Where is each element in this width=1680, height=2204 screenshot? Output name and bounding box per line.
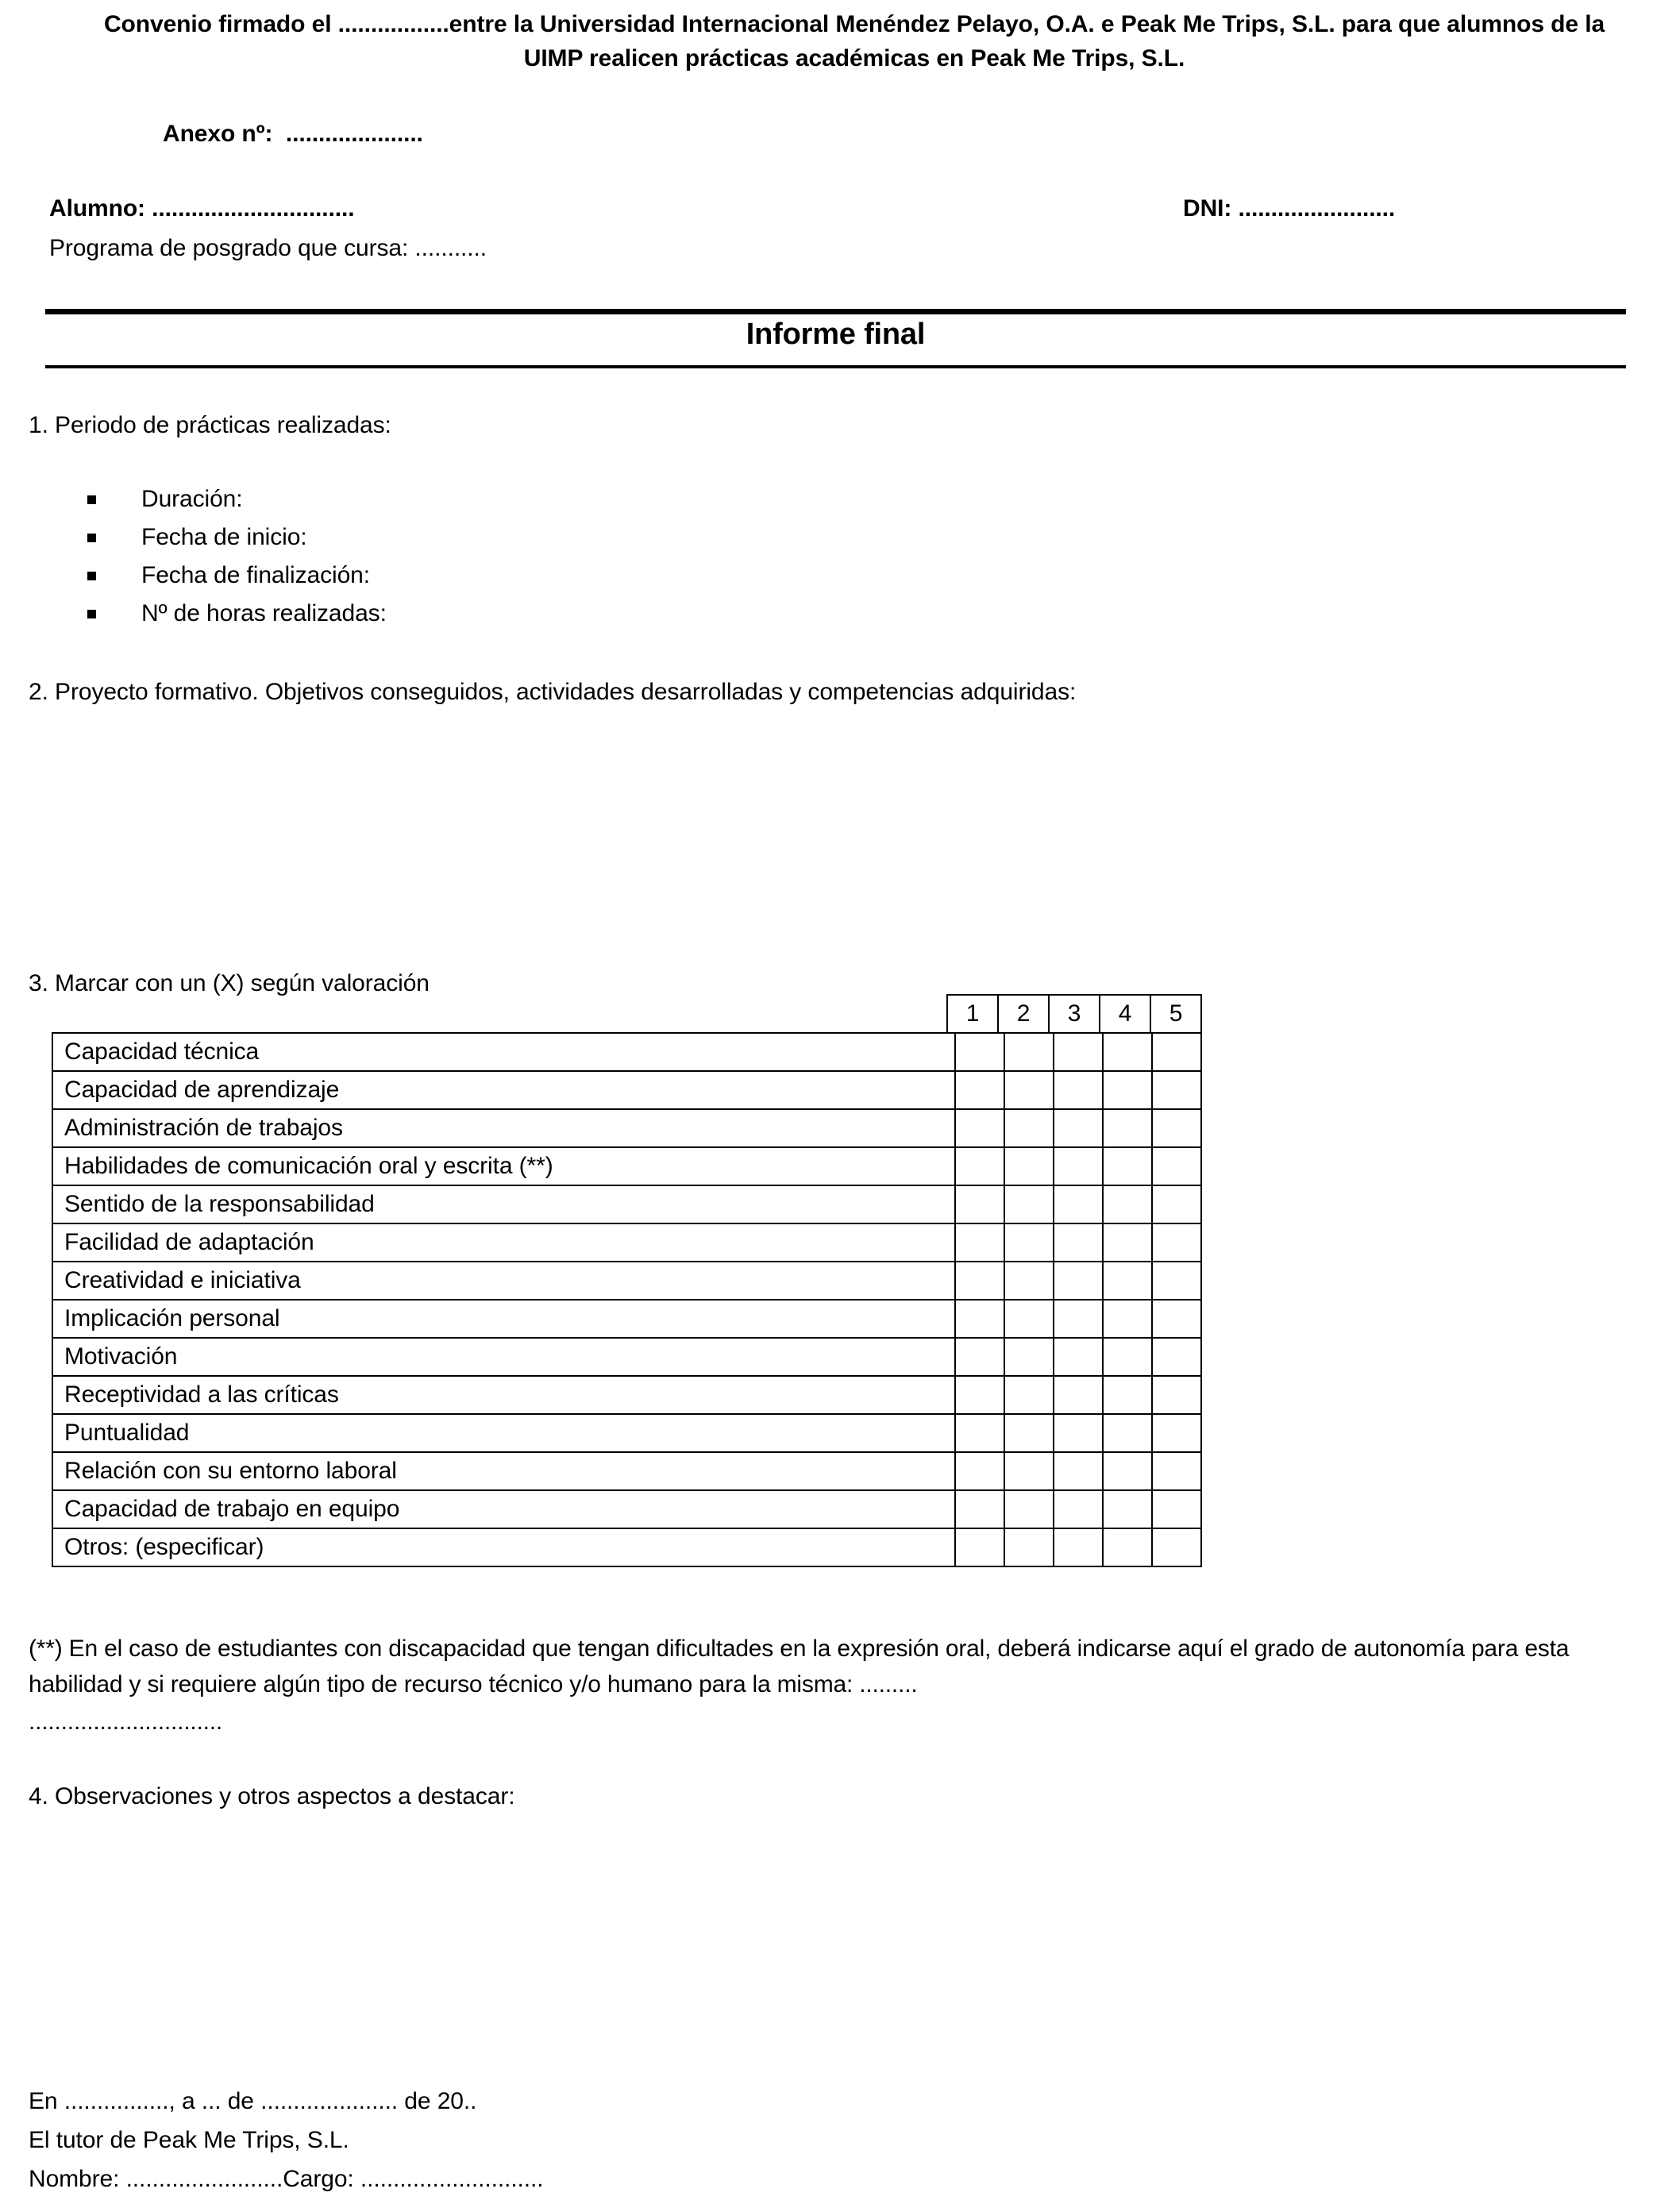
square-bullet-icon [87,534,96,542]
table-row [52,1262,1201,1300]
list-item [87,595,387,633]
criterion-label: Capacidad de trabajo en equipo [52,1490,955,1528]
rating-cell-2[interactable] [1004,1452,1054,1490]
criterion-label: Capacidad de aprendizaje [52,1071,955,1109]
rating-cell-3[interactable] [1054,1376,1103,1414]
criterion-label: Implicación personal [52,1300,955,1338]
banner-bottom-rule [45,365,1626,368]
rating-cell-4[interactable] [1103,1338,1152,1376]
rating-cell-1[interactable] [955,1262,1004,1300]
rating-cell-5[interactable] [1152,1223,1201,1262]
rating-cell-2[interactable] [1004,1033,1054,1071]
place-date-line: En ................, a ... de ..................... de 20.. [29,2088,477,2114]
table-row [52,1109,1201,1147]
criterion-label: Receptividad a las críticas [52,1376,955,1414]
rating-cell-4[interactable] [1103,1109,1152,1147]
rating-cell-5[interactable] [1152,1376,1201,1414]
rating-cell-3[interactable] [1054,1414,1103,1452]
square-bullet-icon [87,610,96,618]
criterion-label: Otros: (especificar) [52,1528,955,1566]
dni-label: DNI: ........................ [1183,195,1396,222]
rating-cell-1[interactable] [955,1185,1004,1223]
square-bullet-icon [87,495,96,504]
annex-number-label: Anexo nº: ..................... [163,121,423,147]
rating-cell-2[interactable] [1004,1109,1054,1147]
rating-cell-4[interactable] [1103,1033,1152,1071]
list-item-label: Nº de horas realizadas: [141,600,387,626]
rating-cell-3[interactable] [1054,1338,1103,1376]
rating-cell-1[interactable] [955,1223,1004,1262]
rating-cell-2[interactable] [1004,1262,1054,1300]
rating-cell-2[interactable] [1004,1147,1054,1185]
rating-cell-2[interactable] [1004,1490,1054,1528]
criterion-label: Sentido de la responsabilidad [52,1185,955,1223]
list-item [87,557,387,595]
table-row [52,1338,1201,1376]
rating-cell-2[interactable] [1004,1223,1054,1262]
rating-cell-5[interactable] [1152,1185,1201,1223]
rating-cell-5[interactable] [1152,1414,1201,1452]
list-item-label: Fecha de inicio: [141,524,307,550]
scale-header-5: 5 [1150,995,1201,1033]
table-row [52,1185,1201,1223]
table-row [947,995,1201,1033]
rating-cell-1[interactable] [955,1414,1004,1452]
criterion-label: Habilidades de comunicación oral y escrita (**) [52,1147,955,1185]
table-row [52,1071,1201,1109]
rating-cell-1[interactable] [955,1300,1004,1338]
rating-cell-2[interactable] [1004,1376,1054,1414]
rating-cell-4[interactable] [1103,1528,1152,1566]
table-row [52,1528,1201,1566]
rating-cell-5[interactable] [1152,1452,1201,1490]
rating-cell-3[interactable] [1054,1300,1103,1338]
rating-cell-1[interactable] [955,1071,1004,1109]
table-row [52,1300,1201,1338]
square-bullet-icon [87,572,96,580]
rating-cell-5[interactable] [1152,1071,1201,1109]
table-row [52,1376,1201,1414]
rating-cell-4[interactable] [1103,1185,1152,1223]
list-item-label: Duración: [141,486,243,512]
rating-cell-4[interactable] [1103,1376,1152,1414]
table-row [52,1414,1201,1452]
criterion-label: Puntualidad [52,1414,955,1452]
name-position-line: Nombre: ........................Cargo: ............................ [29,2166,544,2192]
banner-top-rule [45,309,1626,314]
section-4-heading: 4. Observaciones y otros aspectos a destacar: [29,1783,515,1809]
rating-cell-5[interactable] [1152,1300,1201,1338]
rating-cell-2[interactable] [1004,1528,1054,1566]
rating-cell-5[interactable] [1152,1490,1201,1528]
scale-header-2: 2 [998,995,1049,1033]
criterion-label: Facilidad de adaptación [52,1223,955,1262]
program-label: Programa de posgrado que cursa: ........... [49,235,487,261]
rating-cell-3[interactable] [1054,1490,1103,1528]
rating-cell-3[interactable] [1054,1452,1103,1490]
section-3-heading: 3. Marcar con un (X) según valoración [29,970,430,996]
rating-cell-3[interactable] [1054,1185,1103,1223]
rating-cell-4[interactable] [1103,1414,1152,1452]
rating-cell-1[interactable] [955,1452,1004,1490]
criterion-label: Motivación [52,1338,955,1376]
rating-cell-3[interactable] [1054,1033,1103,1071]
rating-cell-5[interactable] [1152,1528,1201,1566]
rating-cell-4[interactable] [1103,1147,1152,1185]
rating-cell-3[interactable] [1054,1071,1103,1109]
rating-cell-1[interactable] [955,1147,1004,1185]
rating-cell-1[interactable] [955,1490,1004,1528]
rating-cell-2[interactable] [1004,1185,1054,1223]
disability-footnote: (**) En el caso de estudiantes con discapacidad que tengan dificultades en la expresión oral, deberá indicarse aquí el grado de autonomía para esta habilidad y si requiere algún tipo de recurso técnico y/o humano para la misma: ......... [29,1636,1570,1697]
rating-cell-1[interactable] [955,1033,1004,1071]
rating-cell-2[interactable] [1004,1300,1054,1338]
rating-cell-2[interactable] [1004,1338,1054,1376]
rating-cell-5[interactable] [1152,1338,1201,1376]
rating-cell-5[interactable] [1152,1033,1201,1071]
scale-header-1: 1 [947,995,998,1033]
student-name-label: Alumno: ............................... [49,195,355,222]
rating-cell-1[interactable] [955,1528,1004,1566]
rating-cell-3[interactable] [1054,1147,1103,1185]
section-2-heading: 2. Proyecto formativo. Objetivos conseguidos, actividades desarrolladas y competencias adquiridas: [29,679,1077,705]
list-item-label: Fecha de finalización: [141,562,370,588]
table-row [52,1452,1201,1490]
rating-scale-header [946,994,1202,1034]
criterion-label: Creatividad e iniciativa [52,1262,955,1300]
criterion-label: Relación con su entorno laboral [52,1452,955,1490]
rating-cell-3[interactable] [1054,1223,1103,1262]
table-row [52,1490,1201,1528]
table-row [52,1147,1201,1185]
criterion-label: Capacidad técnica [52,1033,955,1071]
table-row [52,1033,1201,1071]
rating-cell-5[interactable] [1152,1109,1201,1147]
rating-cell-4[interactable] [1103,1490,1152,1528]
rating-cell-4[interactable] [1103,1262,1152,1300]
table-row [52,1223,1201,1262]
rating-cell-4[interactable] [1103,1071,1152,1109]
tutor-line: El tutor de Peak Me Trips, S.L. [29,2127,349,2153]
criterion-label: Administración de trabajos [52,1109,955,1147]
rating-cell-3[interactable] [1054,1528,1103,1566]
rating-cell-3[interactable] [1054,1262,1103,1300]
rating-cell-2[interactable] [1004,1414,1054,1452]
rating-cell-1[interactable] [955,1376,1004,1414]
scale-header-4: 4 [1100,995,1150,1033]
rating-cell-4[interactable] [1103,1452,1152,1490]
section-1-heading: 1. Periodo de prácticas realizadas: [29,412,391,438]
list-item [87,480,387,518]
rating-cell-2[interactable] [1004,1071,1054,1109]
agreement-title: Convenio firmado el .................entre la Universidad Internacional Menéndez Pelayo, O.A. e Peak Me Trips, S.L. para que alumnos de la UIMP realicen prácticas académicas en Peak Me Trips, S.L. [103,11,1605,71]
rating-cell-5[interactable] [1152,1262,1201,1300]
evaluation-table [52,1032,1202,1567]
scale-header-3: 3 [1049,995,1100,1033]
signature-block [29,2082,543,2198]
disability-footnote-continuation: .............................. [29,1709,223,1735]
rating-cell-4[interactable] [1103,1223,1152,1262]
rating-cell-5[interactable] [1152,1147,1201,1185]
rating-cell-1[interactable] [955,1109,1004,1147]
report-title: Informe final [746,318,926,351]
internship-period-list [87,480,387,633]
rating-cell-1[interactable] [955,1338,1004,1376]
rating-cell-3[interactable] [1054,1109,1103,1147]
rating-cell-4[interactable] [1103,1300,1152,1338]
list-item [87,518,387,557]
